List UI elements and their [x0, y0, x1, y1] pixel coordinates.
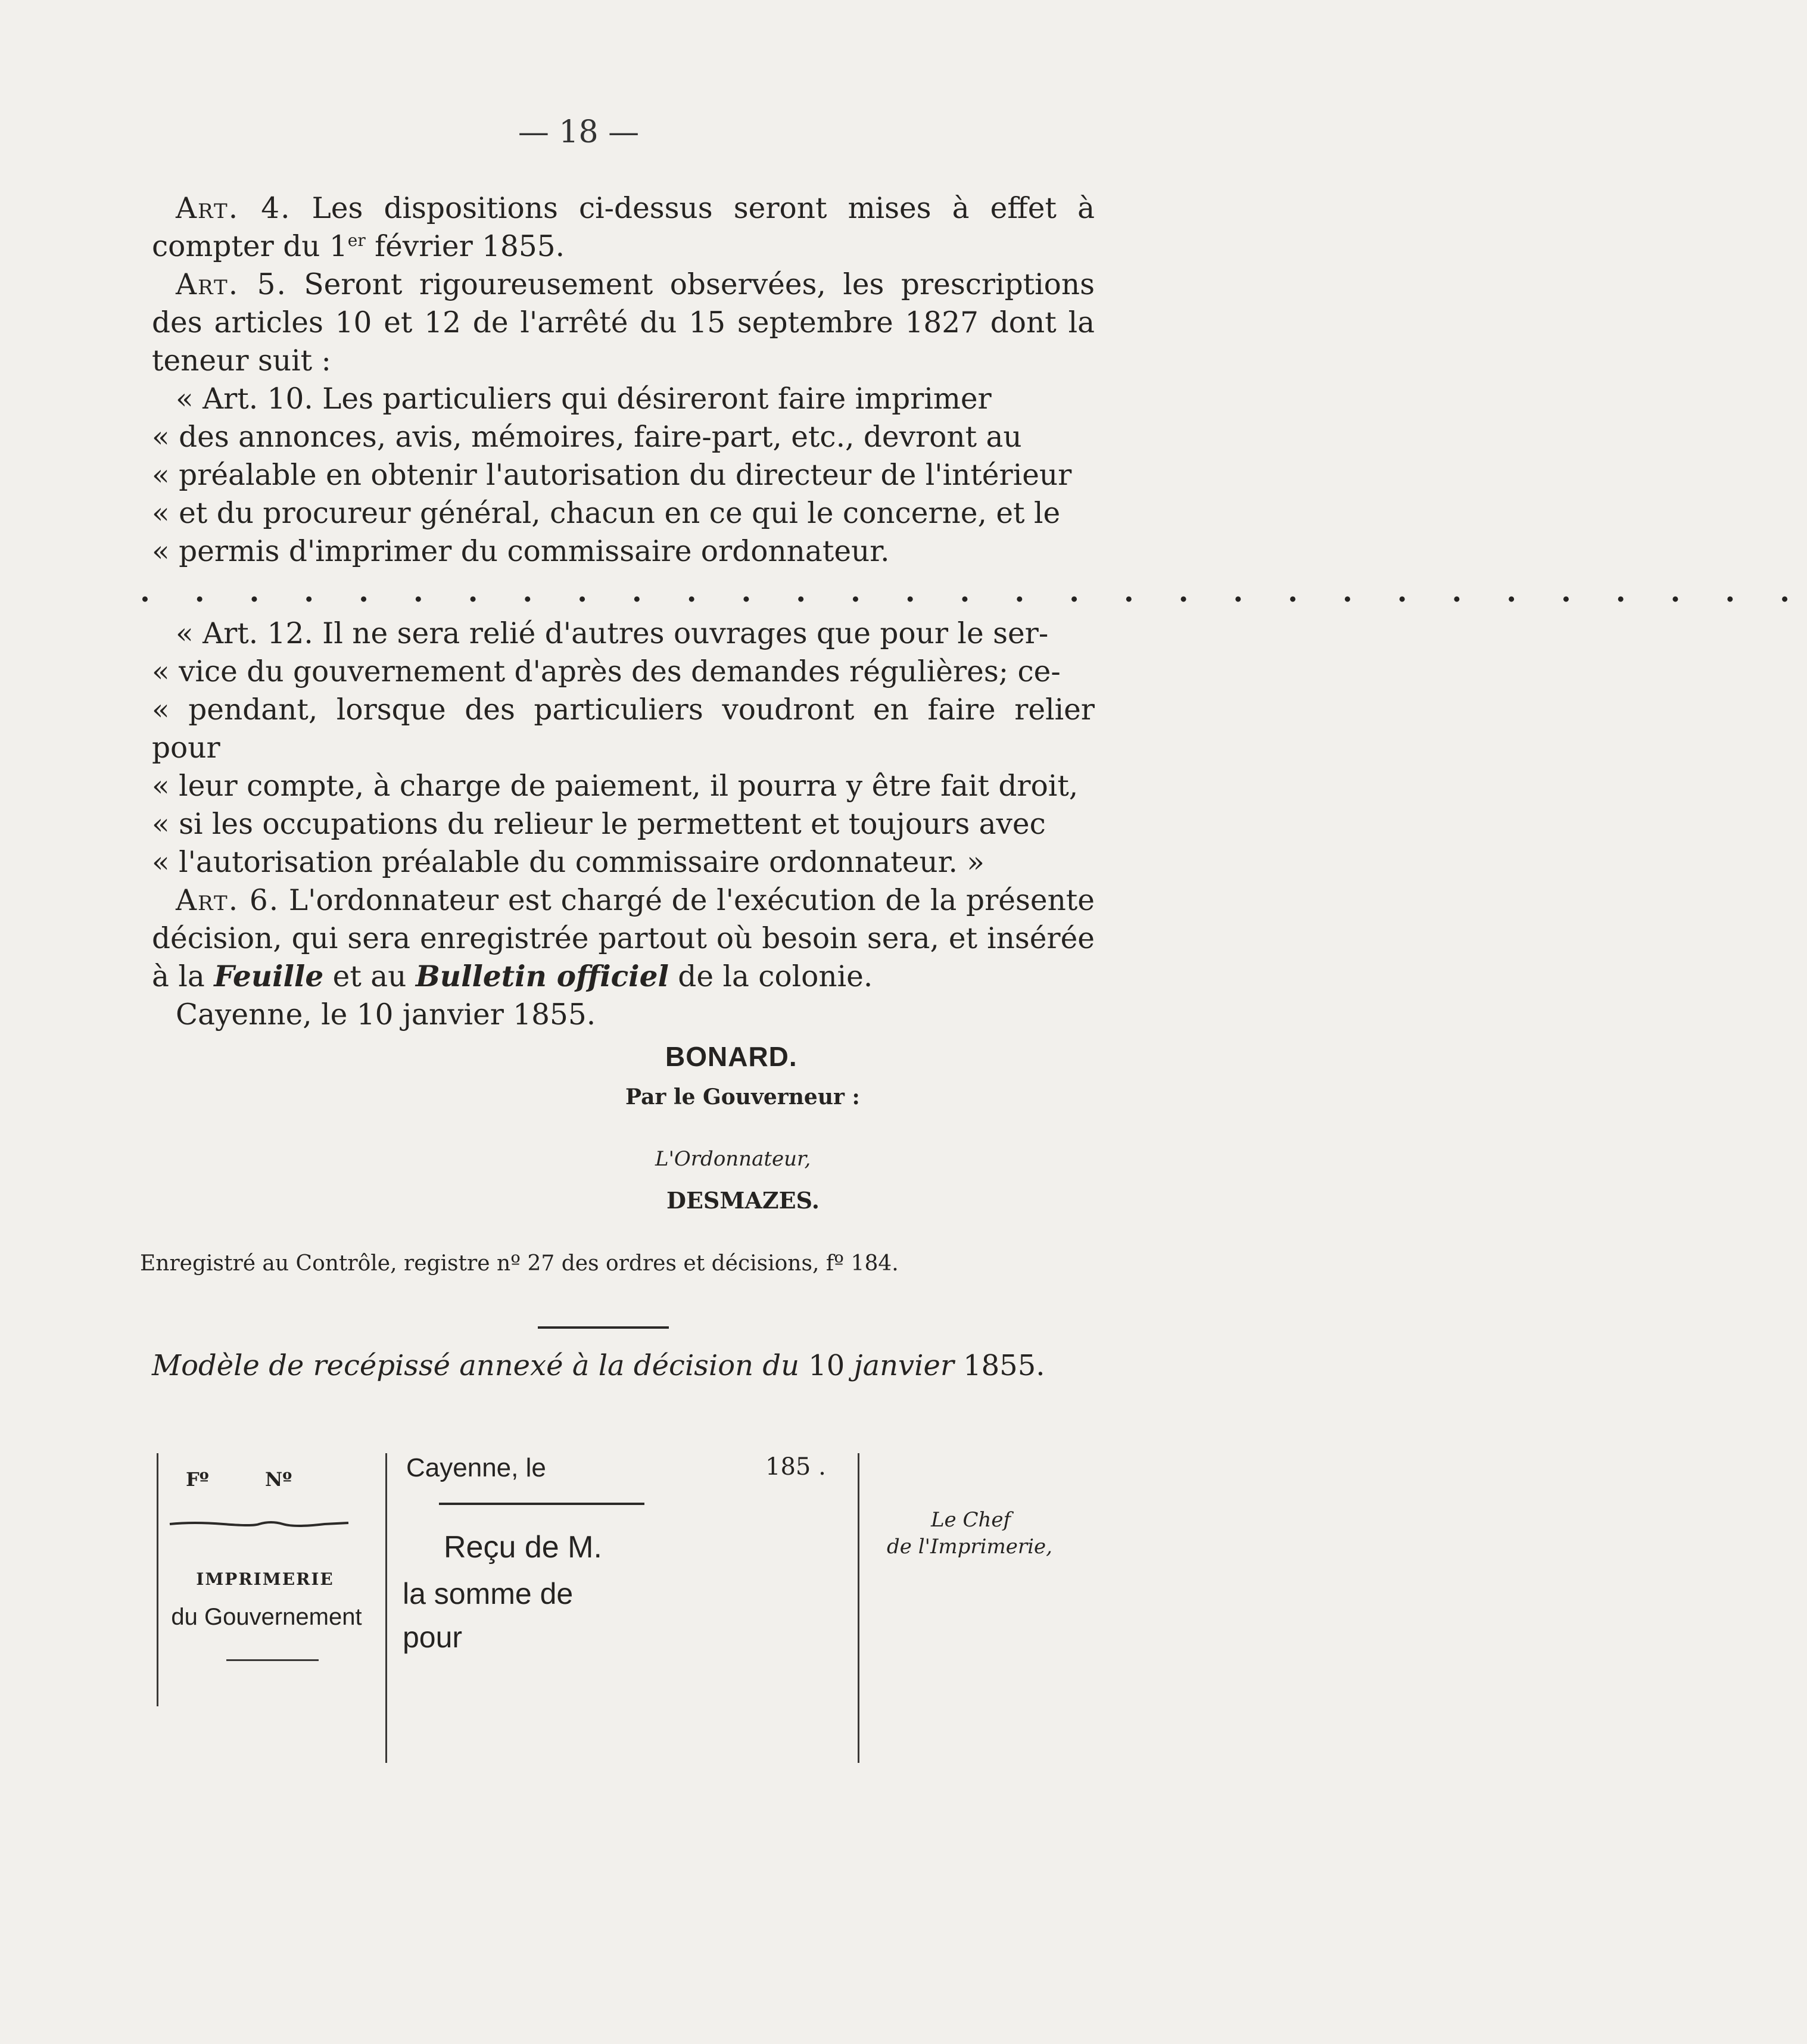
article-6 — [152, 881, 1095, 996]
date-line: Cayenne, le 10 janvier 1855. — [176, 998, 596, 1032]
page-number: — 18 — — [518, 114, 640, 150]
receipt-cayenne: Cayenne, le — [406, 1453, 546, 1482]
main-text — [140, 189, 1807, 1283]
article-5-text: Seront rigoureusement observées, les prescriptions des articles 10 et 12 de l'arrêté du 15 septembre 1827 dont la teneur suit : — [152, 268, 1095, 378]
article-4-superscript: er — [347, 230, 366, 250]
article-5-heading: Art. 5. — [176, 268, 287, 301]
stub-rule — [226, 1659, 319, 1661]
article-6-text-b: et au — [323, 960, 416, 993]
receipt-year: 185 . — [765, 1453, 826, 1481]
model-heading-day: 10 — [808, 1349, 845, 1382]
quote-line: « permis d'imprimer du commissaire ordonnateur. — [152, 535, 890, 568]
receipt-rule — [439, 1503, 644, 1505]
quote-line: « si les occupations du relieur le permettent et toujours avec — [152, 808, 1046, 841]
quote-line: « l'autorisation préalable du commissaire ordonnateur. » — [152, 846, 984, 879]
model-heading-text: Modèle de recépissé annexé à la décision du — [152, 1349, 809, 1382]
article-4 — [152, 189, 1095, 266]
quote-article-12 — [152, 615, 1095, 881]
article-4-text: Les dispositions ci-dessus seront mises à effet à compter du 1 — [152, 192, 1095, 263]
quote-line: « leur compte, à charge de paiement, il pourra y être fait droit, — [152, 769, 1079, 803]
article-6-heading: Art. 6. — [176, 884, 280, 917]
chef-label: Le Chef — [930, 1508, 1011, 1532]
feuille-title: Feuille — [214, 959, 324, 993]
folio-label: Fº — [186, 1468, 209, 1491]
quote-line: « Art. 12. Il ne sera relié d'autres ouvrages que pour le ser- — [176, 617, 1049, 650]
gouvernement-label: du Gouvernement — [171, 1604, 362, 1630]
quote-line: « pendant, lorsque des particuliers voudront en faire relier pour — [152, 693, 1095, 765]
ordonnateur-title: L'Ordonnateur, — [655, 1147, 811, 1171]
quote-line: « vice du gouvernement d'après des demandes régulières; ce- — [152, 655, 1061, 688]
signature-desmazes: DESMAZES. — [666, 1187, 820, 1214]
quote-line: « et du procureur général, chacun en ce qui le concerne, et le — [152, 497, 1061, 530]
model-heading — [152, 1349, 1099, 1382]
registration-note: Enregistré au Contrôle, registre nº 27 des ordres et décisions, fº 184. — [140, 1251, 899, 1276]
bulletin-title: Bulletin officiel — [415, 959, 669, 993]
article-6-text-c: de la colonie. — [668, 960, 873, 993]
article-6-text-a: L'ordonnateur est chargé de l'exécution de la présente décision, qui sera enregistrée partout où besoin sera, et insérée à la — [152, 884, 1095, 993]
ellipsis-separator: . . . . . . . . . . . . . . . . . . . . . . . . . . . . . . . — [140, 575, 1807, 609]
model-heading-year: 1855. — [963, 1349, 1045, 1382]
quote-line: « préalable en obtenir l'autorisation du directeur de l'intérieur — [152, 459, 1072, 492]
quote-line: « des annonces, avis, mémoires, faire-part, etc., devront au — [152, 420, 1022, 454]
article-4-tail: février 1855. — [365, 230, 565, 263]
numero-label: Nº — [265, 1468, 292, 1491]
receipt-recu: Reçu de M. — [444, 1530, 602, 1565]
par-le-gouverneur: Par le Gouverneur : — [625, 1085, 860, 1110]
model-heading-month: janvier — [845, 1349, 964, 1382]
imprimerie-label: IMPRIMERIE — [196, 1569, 334, 1589]
receipt-divider-right — [858, 1453, 859, 1763]
receipt-divider-left — [385, 1453, 387, 1763]
quote-article-10 — [152, 380, 1095, 571]
section-divider — [538, 1326, 669, 1329]
chef-imprimerie-label: de l'Imprimerie, — [887, 1535, 1052, 1559]
article-5 — [152, 266, 1095, 380]
signature-bonard: BONARD. — [665, 1041, 797, 1072]
receipt-somme: la somme de — [403, 1577, 574, 1610]
article-4-heading: Art. 4. — [176, 192, 291, 225]
receipt-pour: pour — [403, 1621, 463, 1654]
quote-line: « Art. 10. Les particuliers qui désireront faire imprimer — [176, 382, 992, 416]
ornamental-rule — [170, 1519, 348, 1529]
